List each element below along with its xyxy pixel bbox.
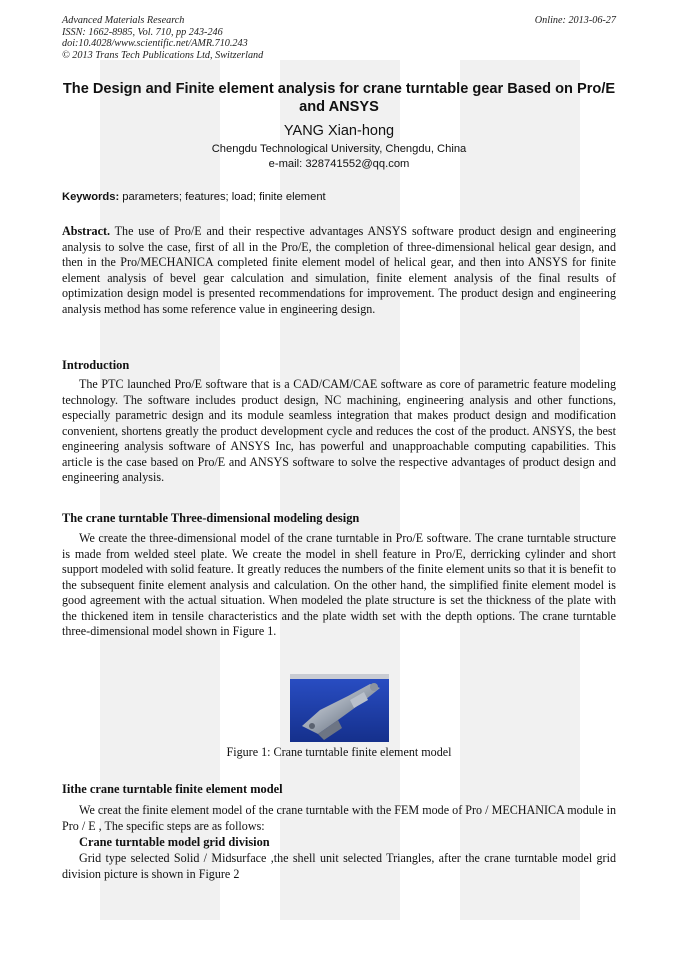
abstract-label: Abstract. xyxy=(62,224,111,238)
section1-text: We create the three-dimensional model of the crane turntable in Pro/E software. The crane turntable structure is made from welded steel plate. We create the model in shell feature in Pro/E, derricking cylinder and short support modeled with solid feature. It greatly reduces the numbers of the finite element units so that it is benefit to the subsequent finite element analysis and calculation. On the other hand, the simplified finite element model is good agreement with the actual situation. When modeled the plate structure is set the thickness of the plate with the thickened item in tensile characteristics and the plate width set with the depth options. The crane turntable three-dimensional model shown in Figure 1. xyxy=(62,531,616,638)
journal-info xyxy=(62,15,263,61)
copyright: © 2013 Trans Tech Publications Ltd, Switzerland xyxy=(62,49,264,61)
section2-heading: Iithe crane turntable finite element model xyxy=(62,782,283,796)
section1-heading: The crane turntable Three-dimensional modeling design xyxy=(62,511,360,525)
author-name: YANG Xian-hong xyxy=(283,123,395,139)
paper-title: The Design and Finite element analysis for crane turntable gear Based on Pro/E and ANSYS xyxy=(62,81,616,115)
keywords-text: parameters; features; load; finite element xyxy=(119,191,326,203)
section2-subheading: Crane turntable model grid division xyxy=(79,835,270,849)
abstract-text: The use of Pro/E and their respective advantages ANSYS software product design and engineering analysis to solve the case, first of all in the Pro/E, the completion of three-dimensional helical gear design, and then in the Pro/MECHANICA completed finite element model of helical gear, and then into ANSYS for finite element analysis of bevel gear calculation and simulation, finite element analysis of the final results of optimization design model is presented recommendations for improvement. The product design and engineering analysis method has some reference value in engineering design. xyxy=(62,224,616,316)
affiliation: Chengdu Technological University, Chengdu, China xyxy=(211,143,467,155)
section2-text2: Grid type selected Solid / Midsurface ,the shell unit selected Triangles, after the crane turntable model grid division picture is shown in Figure 2 xyxy=(62,851,616,881)
section2-text: We creat the finite element model of the crane turntable with the FEM mode of Pro / MECHANICA module in Pro / E , The specific steps are as follows: xyxy=(62,803,616,833)
intro-heading: Introduction xyxy=(62,358,130,372)
abstract xyxy=(62,224,616,317)
intro-text: The PTC launched Pro/E software that is a CAD/CAM/CAE software as core of parametric feature modeling technology. The software includes product design, NC machining, engineering analysis and other functions, especially parametric design and its module seamless integration that makes product design and modification convenient, shortens greatly the product development cycle and reduces the cost of the product. ANSYS, the best engineering analysis software of ANSYS Inc, has powerful and unapproachable computing capabilities. This article is the case based on Pro/E and ANSYS software to solve the respective advantages of product design and engineering analysis. xyxy=(62,377,616,484)
journal-name: Advanced Materials Research xyxy=(62,15,185,26)
author-affiliation-block xyxy=(62,142,616,172)
doi[interactable]: doi:10.4028/www.scientific.net/AMR.710.243 xyxy=(62,38,248,49)
figure1-image xyxy=(290,674,389,742)
crane-turntable-model-graphic xyxy=(290,674,389,742)
keywords-label: Keywords: xyxy=(62,191,120,203)
author-email[interactable]: e-mail: 328741552@qq.com xyxy=(268,158,410,170)
online-date: Online: 2013-06-27 xyxy=(534,15,616,26)
keywords xyxy=(62,191,616,203)
figure1-caption: Figure 1: Crane turntable finite element model xyxy=(226,745,452,759)
issn: ISSN: 1662-8985, Vol. 710, pp 243-246 xyxy=(62,26,223,38)
